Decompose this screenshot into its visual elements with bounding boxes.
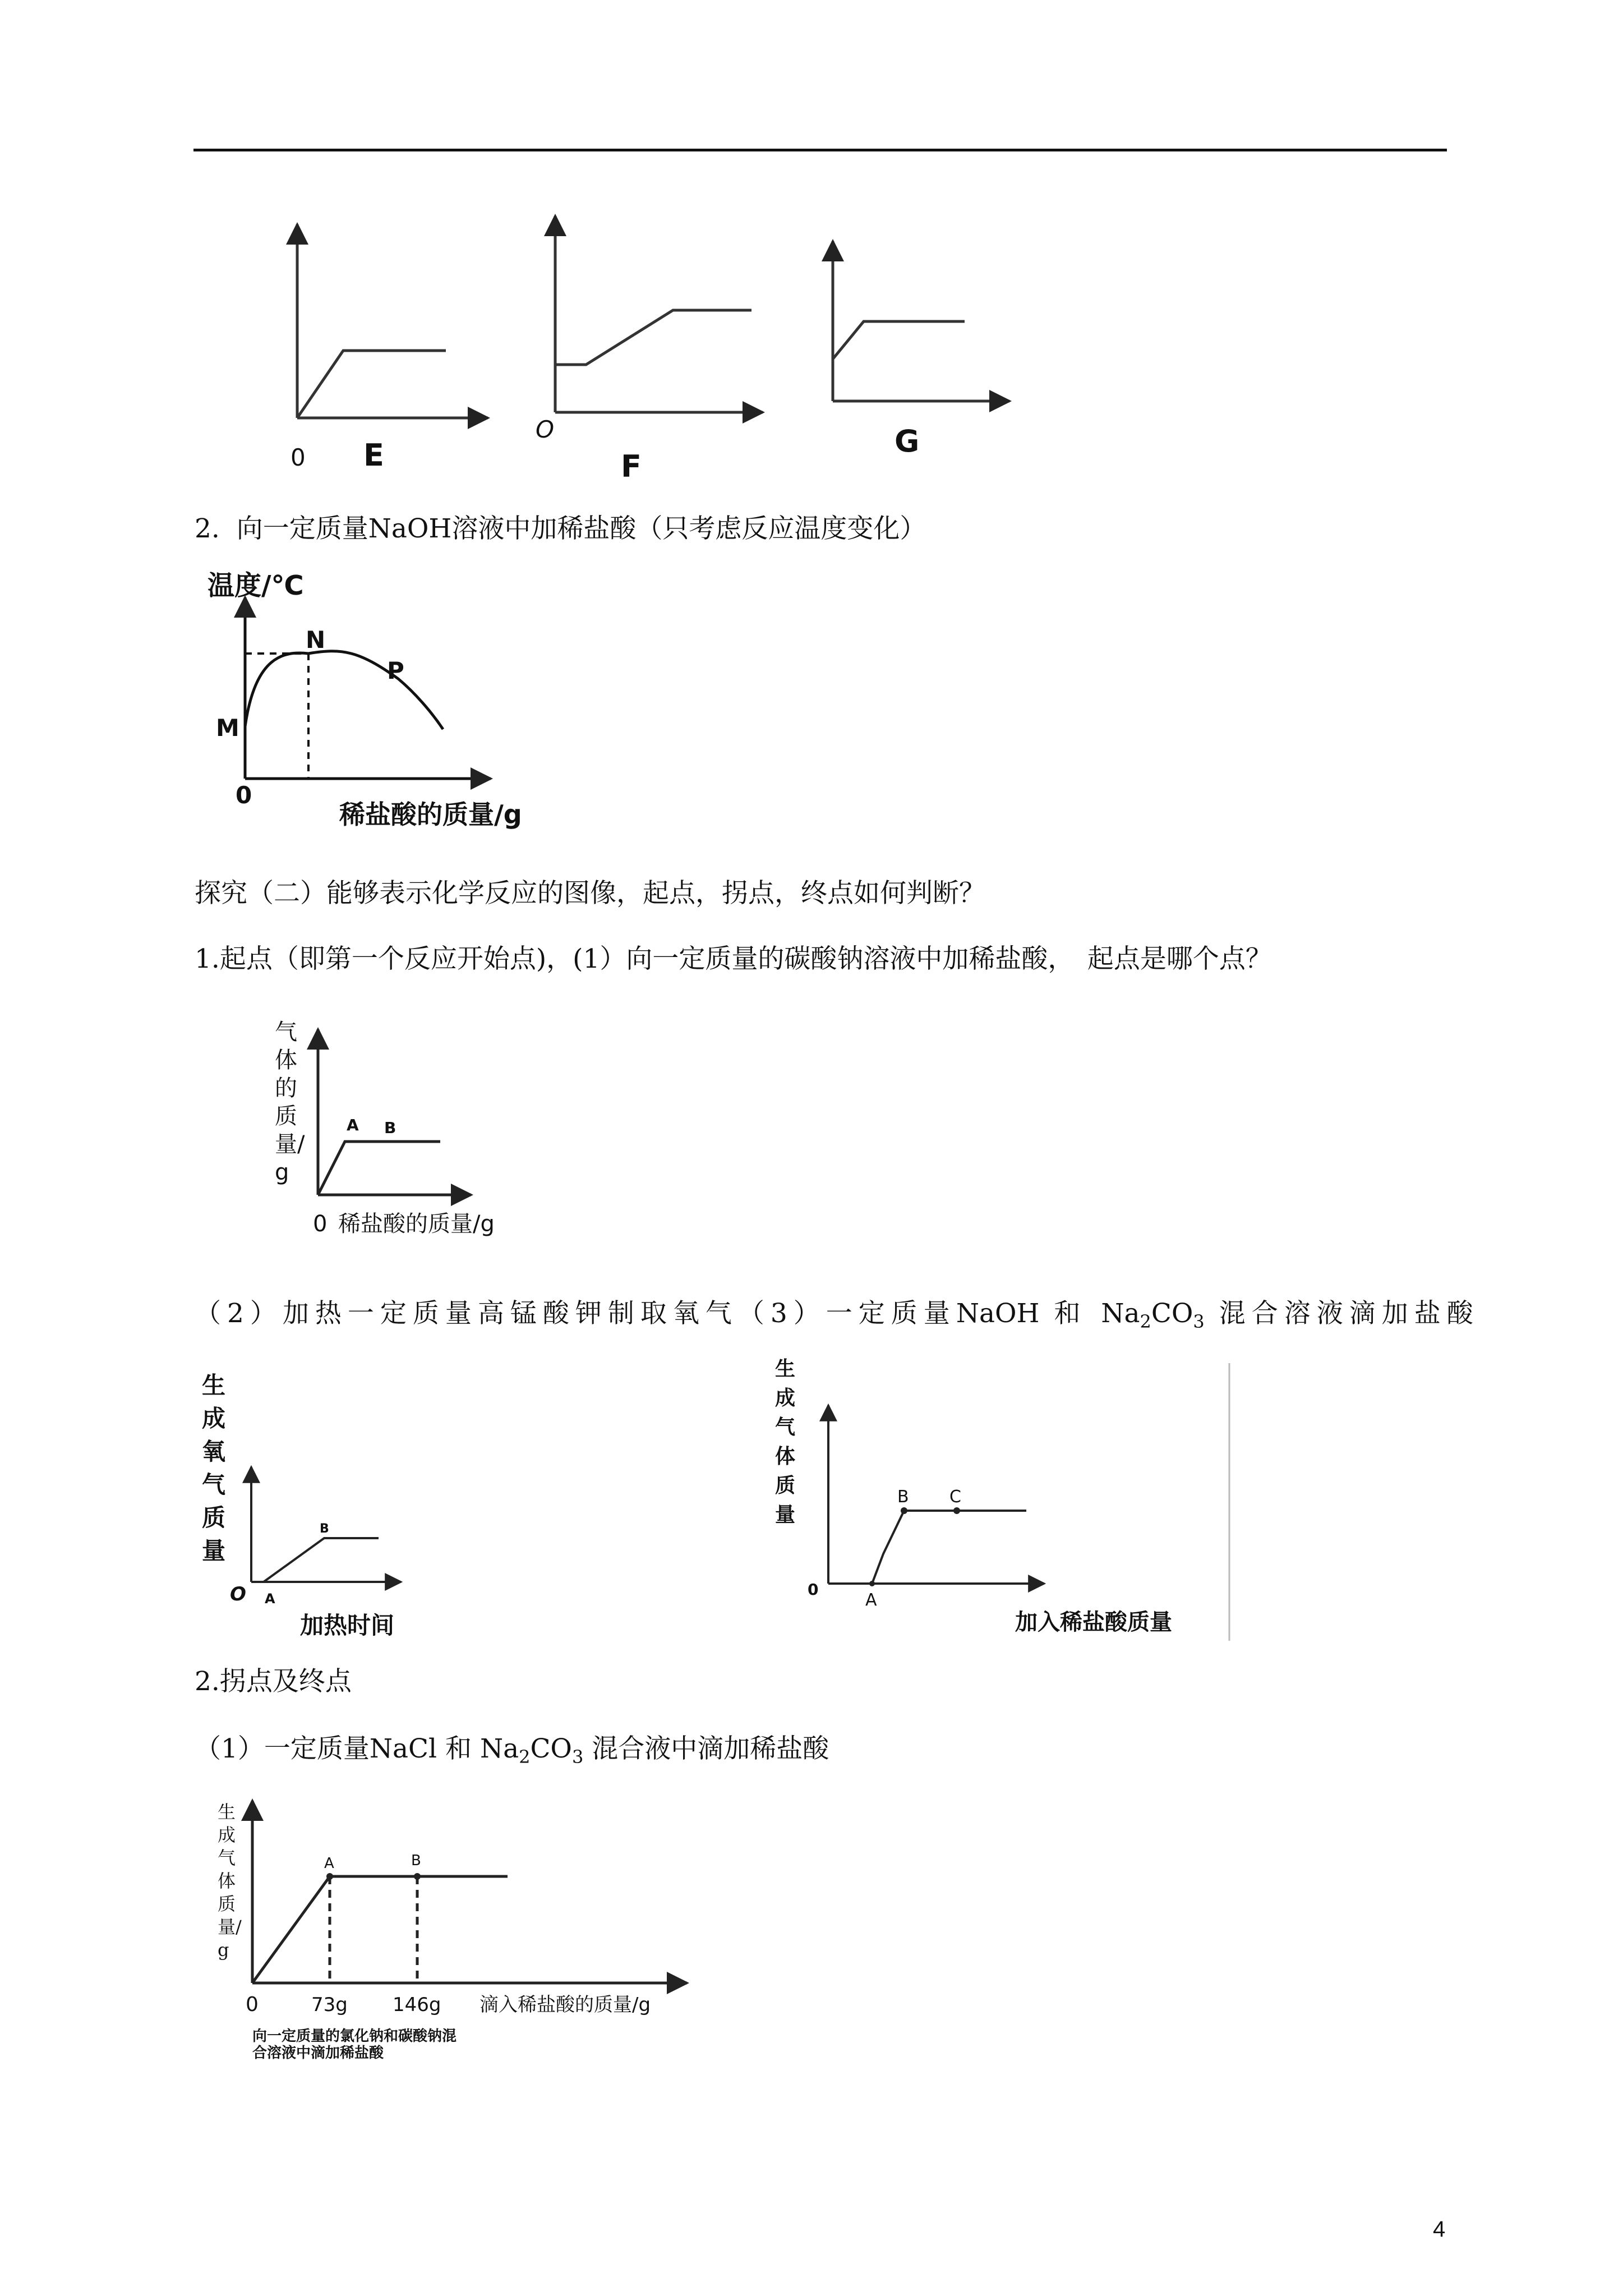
question-turning-point-1: （1）一定质量NaCl 和 $Na_2CO_3$ 混合液中滴加稀盐酸 [195, 1733, 829, 1768]
graph-g-label: G [895, 424, 920, 459]
chart4-point-b: B [411, 1852, 421, 1869]
chart4-caption: 向一定质量的氯化钠和碳酸钠混合溶液中滴加稀盐酸 [252, 2028, 457, 2062]
chart4-xlabel: 滴入稀盐酸的质量/g [479, 1994, 651, 2016]
graph-e-origin: 0 [291, 444, 306, 471]
section-2-title: 探究（二）能够表示化学反应的图像，起点，拐点，终点如何判断？ [195, 878, 985, 909]
graph-f-label: F [621, 449, 642, 484]
chart2-ylabel: 生成氧气质量 [202, 1372, 226, 1565]
question-start-point: 1.起点（即第一个反应开始点)，(1）向一定质量的碳酸钠溶液中加稀盐酸， 起点是哪个点？ [195, 944, 1272, 974]
question-2: 2. 向一定质量NaOH溶液中加稀盐酸（只考虑反应温度变化） [195, 513, 926, 544]
temp-chart-origin: 0 [236, 781, 252, 809]
chart3-point-c: C [949, 1487, 961, 1507]
chart4-point-a: A [324, 1855, 334, 1872]
chart2-origin: O [230, 1583, 246, 1605]
question-2-3: （2）加热一定质量高锰酸钾制取氧气（3）一定质量NaOH 和 $Na_2CO_3$ 混合溶液滴加盐酸 [195, 1298, 1479, 1332]
chart3-ylabel: 生成气体质量 [775, 1358, 796, 1526]
chart1-point-a: A [347, 1116, 359, 1134]
chart4-ylabel: 生成气体质量/g [218, 1801, 242, 1961]
chart2-point-b: B [320, 1522, 329, 1536]
chart3-point-a: A [865, 1590, 877, 1610]
chart3-point-b: B [897, 1487, 909, 1507]
chart1-xlabel: 稀盐酸的质量/g [338, 1211, 495, 1237]
chart3-xlabel: 加入稀盐酸质量 [1015, 1609, 1172, 1635]
graph-f-origin: O [536, 416, 555, 443]
chart1-ylabel: 气体的质量/g [275, 1019, 305, 1185]
chart4-tick-146: 146g [393, 1994, 441, 2016]
graph-e-label: E [363, 438, 384, 473]
temp-chart-point-p: P [387, 657, 404, 684]
chart2-point-a: A [265, 1591, 275, 1607]
temp-chart-point-m: M [216, 714, 239, 742]
chart2-xlabel: 加热时间 [300, 1612, 395, 1639]
temp-chart-xlabel: 稀盐酸的质量/g [339, 799, 522, 830]
page-number: 4 [1433, 2217, 1446, 2242]
chart3-origin: 0 [808, 1580, 819, 1599]
question-turning-point: 2.拐点及终点 [195, 1666, 352, 1697]
temp-chart-point-n: N [306, 626, 326, 654]
chart1-point-b: B [384, 1119, 396, 1137]
chart4-tick-73: 73g [311, 1994, 348, 2016]
temp-chart-ylabel: 温度/℃ [208, 570, 304, 601]
chart4-origin: 0 [246, 1993, 259, 2016]
chart1-origin: 0 [313, 1211, 328, 1237]
